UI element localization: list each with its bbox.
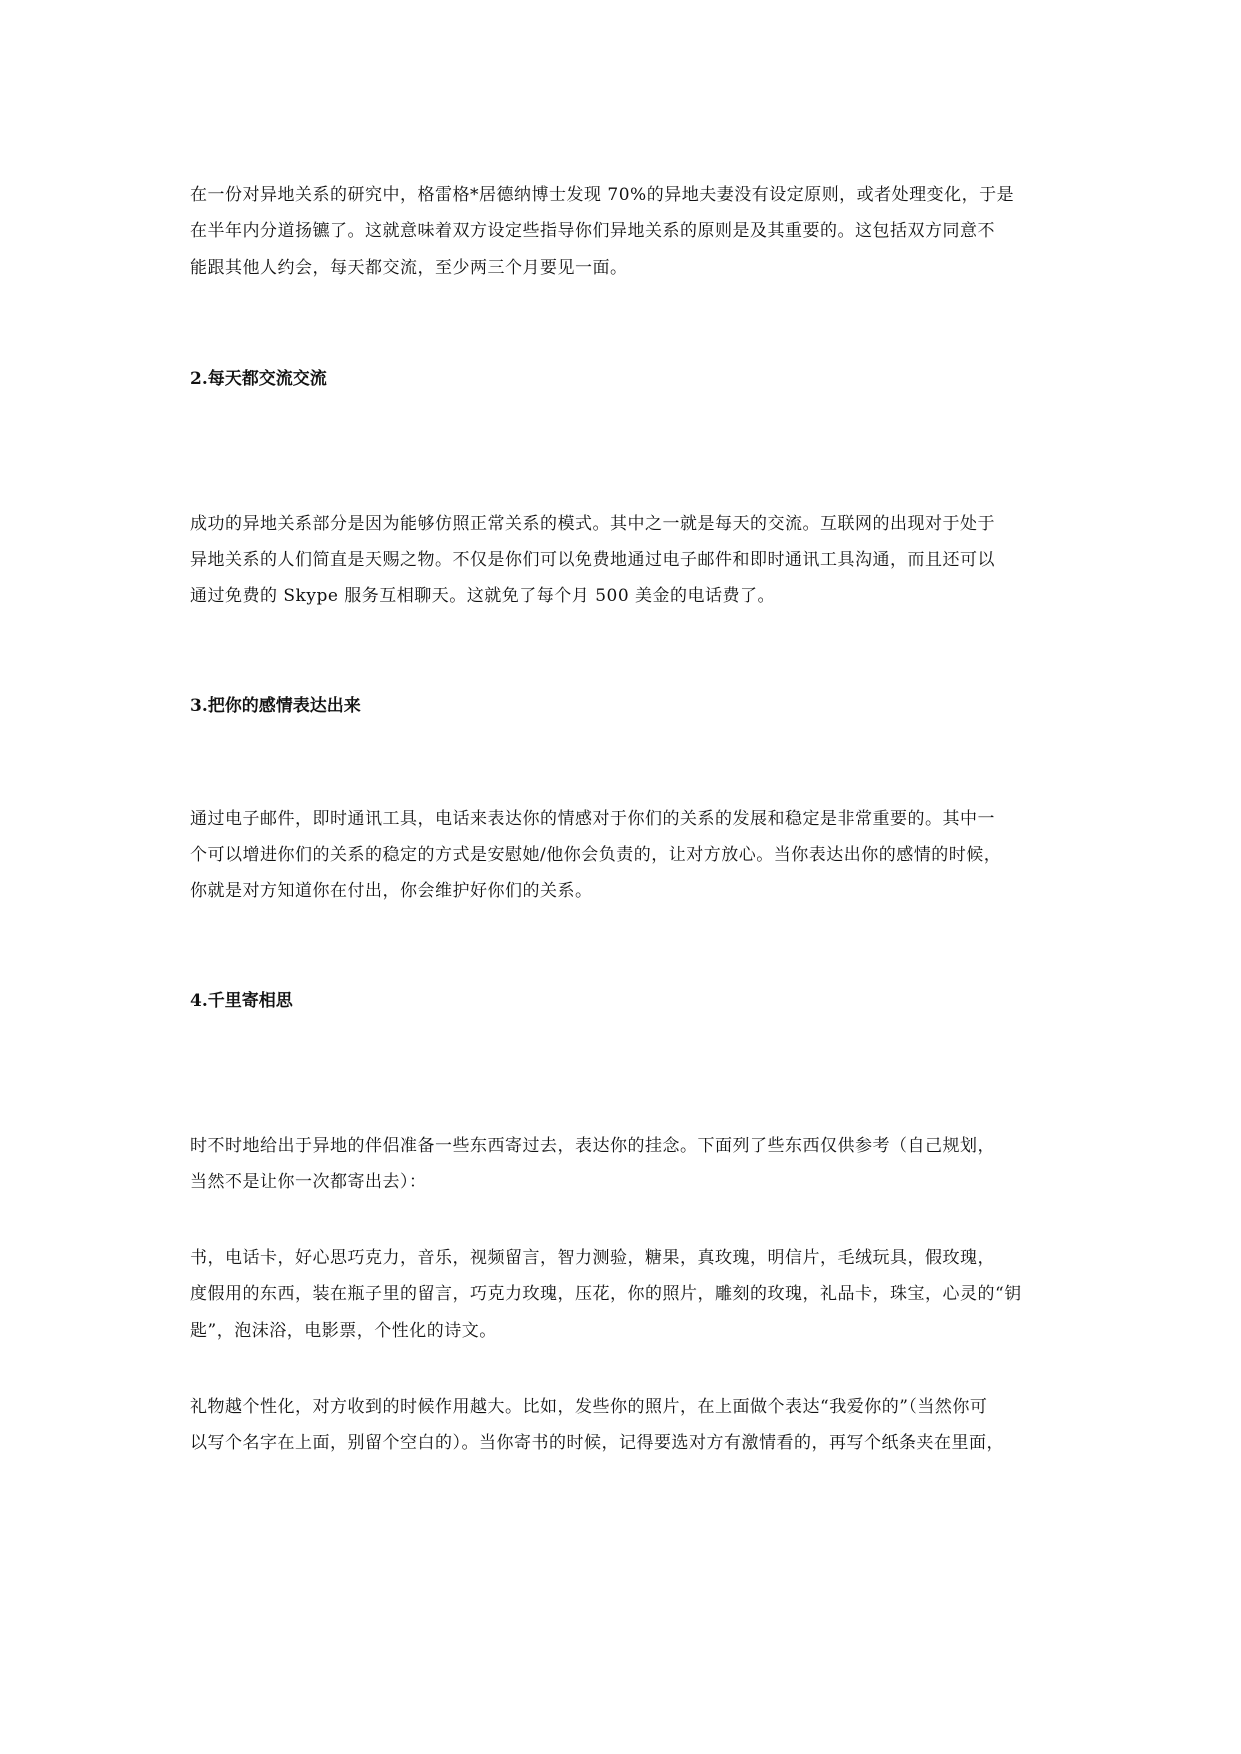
- paragraph-3-line-1: 通过电子邮件，即时通讯工具，电话来表达你的情感对于你们的关系的发展和稳定是非常重要的。其中一: [190, 809, 995, 829]
- paragraph-5-line-3: 匙”，泡沫浴，电影票，个性化的诗文。: [190, 1321, 497, 1341]
- paragraph-6-line-2: 以写个名字在上面，别留个空白的）。当你寄书的时候，记得要选对方有激情看的，再写个纸条夹在里面，: [190, 1433, 1004, 1453]
- paragraph-3-line-2: 个可以增进你们的关系的稳定的方式是安慰她/他你会负责的，让对方放心。当你表达出你的感情的时候，: [190, 845, 1002, 865]
- paragraph-2-line-2: 异地关系的人们简直是天赐之物。不仅是你们可以免费地通过电子邮件和即时通讯工具沟通，而且还可以: [190, 550, 995, 570]
- paragraph-6-line-1: 礼物越个性化，对方收到的时候作用越大。比如，发些你的照片，在上面做个表达“我爱你的”（当然你可: [190, 1397, 988, 1417]
- section-heading-2: 2.每天都交流交流: [190, 369, 327, 389]
- paragraph-5-line-2: 度假用的东西，装在瓶子里的留言，巧克力玫瑰，压花，你的照片，雕刻的玫瑰，礼品卡，珠宝，心灵的“钥: [190, 1284, 1022, 1304]
- paragraph-1-line-1: 在一份对异地关系的研究中，格雷格*居德纳博士发现 70%的异地夫妻没有设定原则，或者处理变化，于是: [190, 185, 1015, 205]
- paragraph-2-line-1: 成功的异地关系部分是因为能够仿照正常关系的模式。其中之一就是每天的交流。互联网的出现对于处于: [190, 514, 995, 534]
- paragraph-4-line-1: 时不时地给出于异地的伴侣准备一些东西寄过去，表达你的挂念。下面列了些东西仅供参考（自己规划，: [190, 1136, 995, 1156]
- section-heading-3: 3.把你的感情表达出来: [190, 696, 361, 716]
- paragraph-1-line-3: 能跟其他人约会，每天都交流，至少两三个月要见一面。: [190, 258, 628, 278]
- section-heading-4: 4.千里寄相思: [190, 991, 293, 1011]
- paragraph-5-line-1: 书，电话卡，好心思巧克力，音乐，视频留言，智力测验，糖果，真玫瑰，明信片，毛绒玩具，假玫瑰，: [190, 1248, 995, 1268]
- paragraph-4-line-2: 当然不是让你一次都寄出去）：: [190, 1172, 427, 1192]
- paragraph-3-line-3: 你就是对方知道你在付出，你会维护好你们的关系。: [190, 881, 593, 901]
- paragraph-2-line-3: 通过免费的 Skype 服务互相聊天。这就免了每个月 500 美金的电话费了。: [190, 586, 776, 606]
- paragraph-1-line-2: 在半年内分道扬镳了。这就意味着双方设定些指导你们异地关系的原则是及其重要的。这包括双方同意不: [190, 221, 995, 241]
